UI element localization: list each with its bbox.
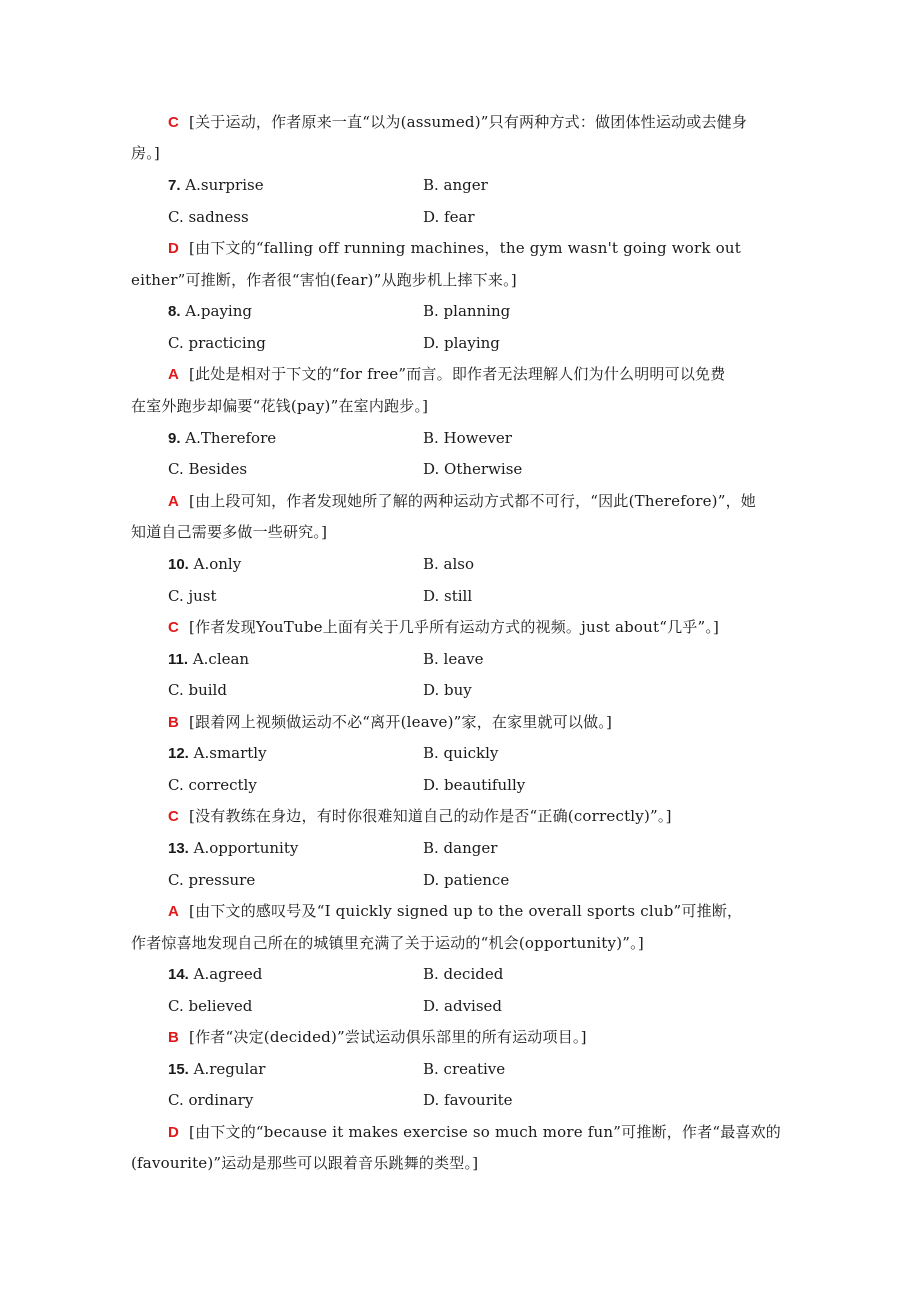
- option-b: B. quickly: [423, 744, 499, 762]
- question-11-row-2: [168, 680, 788, 700]
- option-b: B. planning: [423, 302, 511, 320]
- question-15-row-1: [168, 1059, 788, 1079]
- explanation-line: [168, 712, 828, 733]
- explanation-line: [168, 1122, 828, 1143]
- answer-letter: A: [168, 366, 180, 383]
- option-a: [168, 964, 262, 985]
- option-a-text: A.surprise: [185, 176, 264, 194]
- explanation-line: 知道自己需要多做一些研究。]: [131, 523, 328, 541]
- option-b: B. leave: [423, 650, 484, 668]
- answer-letter: D: [168, 240, 180, 257]
- question-14-row-1: [168, 964, 788, 984]
- option-a-text: A.Therefore: [185, 429, 277, 447]
- answer-letter: D: [168, 1124, 180, 1141]
- explanation-line: [168, 617, 828, 638]
- option-a: [168, 743, 267, 764]
- option-b: B. danger: [423, 839, 498, 857]
- option-b: B. anger: [423, 176, 488, 194]
- option-c: C. believed: [168, 997, 253, 1015]
- answer-letter: C: [168, 619, 180, 636]
- question-12-row-1: [168, 743, 788, 763]
- question-14-row-2: [168, 996, 788, 1016]
- option-c: C. practicing: [168, 334, 266, 352]
- question-13-row-2: [168, 870, 788, 890]
- question-number: 11.: [168, 651, 189, 668]
- question-number: 13.: [168, 840, 189, 857]
- question-7-row-2: [168, 207, 788, 227]
- question-number: 9.: [168, 430, 181, 447]
- option-a-text: A.smartly: [193, 744, 267, 762]
- option-d: D. playing: [423, 334, 500, 352]
- option-c: C. build: [168, 681, 227, 699]
- explanation-line: 房。]: [131, 144, 160, 162]
- question-number: 14.: [168, 966, 189, 983]
- explanation-line: [168, 491, 828, 512]
- explanation-line: [168, 364, 828, 385]
- explanation-line: 在室外跑步却偏要“花钱(pay)”在室内跑步。]: [131, 397, 429, 415]
- explanation-text: [由下文的“because it makes exercise so much more fun”可推断，作者“最喜欢的: [189, 1123, 782, 1141]
- question-number: 12.: [168, 745, 189, 762]
- explanation-text: [由下文的“falling off running machines，the gym wasn't going work out: [189, 239, 741, 257]
- option-d: D. advised: [423, 997, 503, 1015]
- option-a-text: A.clean: [192, 650, 250, 668]
- explanation-line: [168, 1027, 828, 1048]
- question-number: 7.: [168, 177, 181, 194]
- option-b: B. decided: [423, 965, 504, 983]
- option-d: D. Otherwise: [423, 460, 523, 478]
- option-a-text: A.regular: [193, 1060, 266, 1078]
- explanation-text: [此处是相对于下文的“for free”而言。即作者无法理解人们为什么明明可以免费: [189, 365, 726, 383]
- explanation-text: [没有教练在身边，有时你很难知道自己的动作是否“正确(correctly)”。]: [189, 807, 672, 825]
- explanation-line: [168, 238, 828, 259]
- question-9-row-1: [168, 428, 788, 448]
- question-11-row-1: [168, 649, 788, 669]
- option-c: C. sadness: [168, 208, 249, 226]
- question-10-row-2: [168, 586, 788, 606]
- option-d: D. favourite: [423, 1091, 513, 1109]
- question-10-row-1: [168, 554, 788, 574]
- question-7-row-1: [168, 175, 788, 195]
- option-a: [168, 428, 276, 449]
- explanation-line: 作者惊喜地发现自己所在的城镇里充满了关于运动的“机会(opportunity)”。]: [131, 934, 644, 952]
- option-c: C. just: [168, 587, 217, 605]
- explanation-text: [跟着网上视频做运动不必“离开(leave)”家，在家里就可以做。]: [189, 713, 613, 731]
- answer-letter: C: [168, 808, 180, 825]
- option-a-text: A.agreed: [193, 965, 263, 983]
- question-number: 15.: [168, 1061, 189, 1078]
- answer-letter: A: [168, 903, 180, 920]
- answer-letter: B: [168, 714, 180, 731]
- option-c: C. correctly: [168, 776, 257, 794]
- question-8-row-1: [168, 301, 788, 321]
- option-a-text: A.paying: [185, 302, 252, 320]
- option-a-text: A.only: [193, 555, 242, 573]
- explanation-text: [由上段可知，作者发现她所了解的两种运动方式都不可行，“因此(Therefore)”，她: [189, 492, 756, 510]
- answer-letter: C: [168, 114, 180, 131]
- option-b: B. also: [423, 555, 475, 573]
- explanation-line: (favourite)”运动是那些可以跟着音乐跳舞的类型。]: [131, 1154, 479, 1172]
- explanation-line: [168, 806, 828, 827]
- explanation-text: [关于运动，作者原来一直“以为(assumed)”只有两种方式：做团体性运动或去健身: [189, 113, 748, 131]
- answer-letter: A: [168, 493, 180, 510]
- option-b: B. creative: [423, 1060, 506, 1078]
- option-b: B. However: [423, 429, 512, 447]
- option-a: [168, 1059, 265, 1080]
- option-c: C. pressure: [168, 871, 256, 889]
- explanation-text: [作者“决定(decided)”尝试运动俱乐部里的所有运动项目。]: [189, 1028, 587, 1046]
- option-c: C. Besides: [168, 460, 248, 478]
- option-d: D. still: [423, 587, 473, 605]
- option-a: [168, 175, 264, 196]
- question-13-row-1: [168, 838, 788, 858]
- explanation-line: [168, 901, 828, 922]
- explanation-line: either”可推断，作者很“害怕(fear)”从跑步机上摔下来。]: [131, 271, 517, 289]
- option-c: C. ordinary: [168, 1091, 254, 1109]
- question-8-row-2: [168, 333, 788, 353]
- explanation-line: [168, 112, 828, 133]
- option-a: [168, 554, 241, 575]
- option-a: [168, 838, 298, 859]
- explanation-text: [由下文的感叹号及“I quickly signed up to the overall sports club”可推断，: [189, 902, 743, 920]
- question-9-row-2: [168, 459, 788, 479]
- option-a: [168, 301, 252, 322]
- option-d: D. buy: [423, 681, 472, 699]
- answer-letter: B: [168, 1029, 180, 1046]
- question-12-row-2: [168, 775, 788, 795]
- option-a-text: A.opportunity: [193, 839, 299, 857]
- question-number: 8.: [168, 303, 181, 320]
- explanation-text: [作者发现YouTube上面有关于几乎所有运动方式的视频。just about“几乎”。]: [189, 618, 720, 636]
- question-15-row-2: [168, 1090, 788, 1110]
- option-d: D. beautifully: [423, 776, 526, 794]
- option-d: D. fear: [423, 208, 475, 226]
- option-d: D. patience: [423, 871, 510, 889]
- option-a: [168, 649, 249, 670]
- question-number: 10.: [168, 556, 189, 573]
